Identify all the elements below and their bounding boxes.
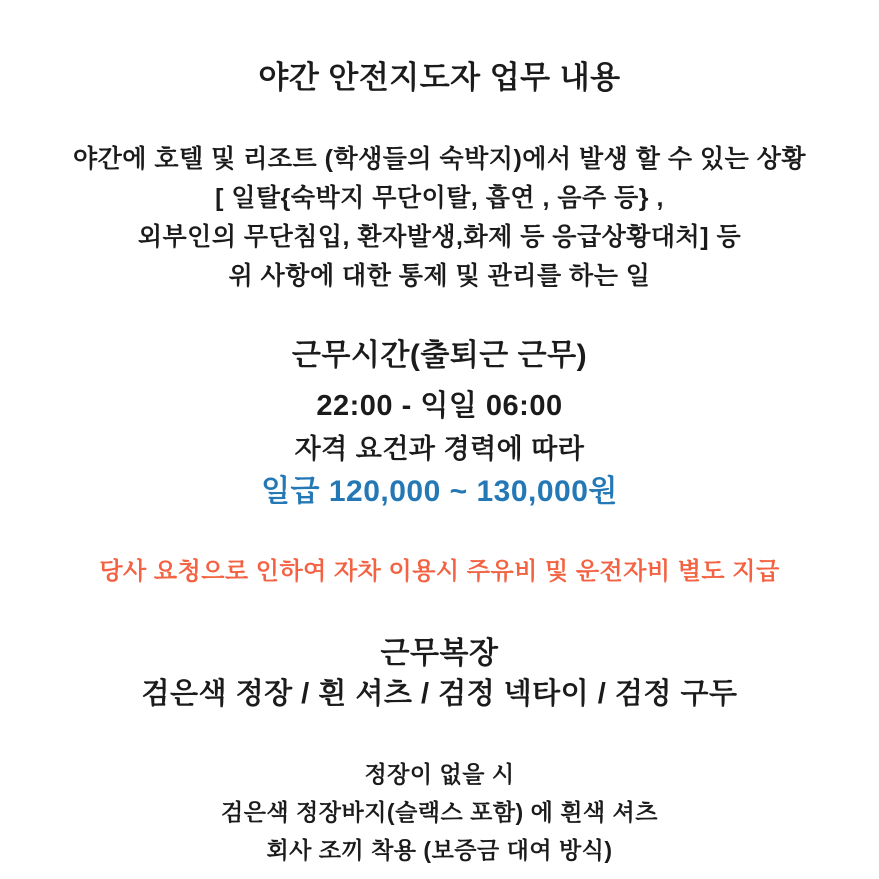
dress-alt-line-3: 회사 조끼 착용 (보증금 대여 방식) — [266, 837, 613, 863]
duty-description-line-3: 외부인의 무단침입, 환자발생,화제 등 응급상황대처] 등 — [137, 223, 742, 251]
duty-description-block — [0, 140, 879, 296]
dress-alt-line-1: 정장이 없을 시 — [364, 761, 515, 787]
dress-alt-line-2: 검은색 정장바지(슬랙스 포함) 에 흰색 셔츠 — [221, 799, 658, 825]
duty-description-line-4: 위 사항에 대한 통제 및 관리를 하는 일 — [228, 262, 651, 290]
work-hours-heading: 근무시간(출퇴근 근무) — [291, 339, 588, 372]
dress-code-alternative-block — [0, 755, 879, 869]
dress-code-heading: 근무복장 — [380, 637, 499, 670]
document-title: 야간 안전지도자 업무 내용 — [258, 60, 621, 95]
work-hours-time: 22:00 - 익일 06:00 — [316, 390, 563, 422]
duty-description-line-1: 야간에 호텔 및 리조트 (학생들의 숙박지)에서 발생 할 수 있는 상황 — [72, 145, 806, 173]
wage-condition-text: 자격 요건과 경력에 따라 — [294, 434, 585, 464]
dress-code-main: 검은색 정장 / 흰 셔츠 / 검정 넥타이 / 검정 구두 — [141, 678, 738, 710]
car-allowance-notice: 당사 요청으로 인하여 자차 이용시 주유비 및 운전자비 별도 지급 — [99, 558, 780, 585]
daily-wage-text: 일급 120,000 ~ 130,000원 — [261, 475, 618, 508]
duty-description-line-2: [ 일탈{숙박지 무단이탈, 흡연 , 음주 등} , — [215, 184, 664, 212]
